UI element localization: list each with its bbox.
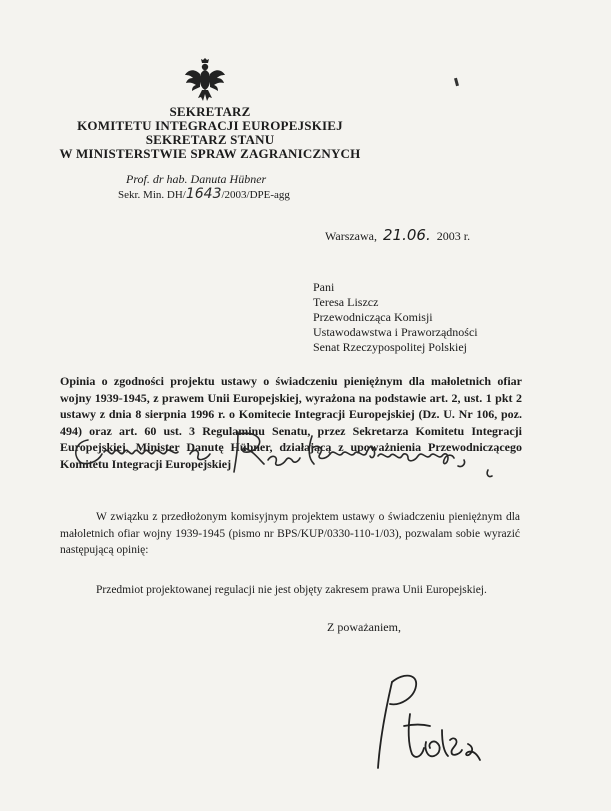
addressee-institution: Senat Rzeczypospolitej Polskiej <box>313 340 467 354</box>
body-paragraph-1: W związku z przedłożonym komisyjnym projektem ustawy o świadczeniu pieniężnym dla małoletnich ofiar wojny 1939-1945 (pismo nr BPS/KUP/0330-110-1/03), pozwalam sobie wyrazić następującą opinię: <box>60 511 520 556</box>
header-rank: SEKRETARZ STANU <box>145 132 275 147</box>
reference-suffix: /2003/DPE-agg <box>221 189 290 201</box>
addressee-title: Przewodnicząca Komisji <box>313 310 433 324</box>
scan-mark <box>454 78 459 87</box>
header-ministry: W MINISTERSTWIE SPRAW ZAGRANICZNYCH <box>59 146 361 161</box>
reference-prefix: Sekr. Min. DH/ <box>118 189 186 201</box>
addressee-salutation: Pani <box>313 280 335 294</box>
polish-eagle-emblem-icon <box>184 58 226 102</box>
letter-subject: Opinia o zgodności projektu ustawy o świadczeniu pieniężnym dla małoletnich ofiar wojny 1939-1945, z prawem Unii Europejskiej, wyrażona na podstawie art. 2, ust. 1 pkt 2 ustawy z dnia 8 sierpnia 1996 r. o Komitecie Integracji Europejskiej (Dz. U. Nr 106, poz. 494) oraz art. 60 ust. 3 Regulaminu Senatu, przez Sekretarza Komitetu Integracji Europejskiej, Minister Danutę Hübner, działającą z upoważnienia Przewodniczącego Komitetu Integracji Europejskiej <box>60 374 522 471</box>
date-year: 2003 r. <box>436 229 471 243</box>
header-title: SEKRETARZ <box>169 104 251 119</box>
reference-handwritten-number: 1643 <box>185 186 222 202</box>
addressee-committee: Ustawodawstwa i Praworządności <box>313 325 478 339</box>
reference-number <box>118 186 290 202</box>
closing-phrase: Z poważaniem, <box>327 620 401 634</box>
handwritten-signature-icon <box>370 668 500 772</box>
addressee-name: Teresa Liszcz <box>313 295 379 309</box>
date-place: Warszawa, <box>325 229 378 243</box>
header-committee: KOMITETU INTEGRACJI EUROPEJSKIEJ <box>77 118 343 133</box>
date-handwritten: 21.06. <box>383 226 431 244</box>
handwritten-annotation-icon <box>68 424 508 490</box>
author-name: Prof. dr hab. Danuta Hübner <box>126 172 267 186</box>
body-paragraph-2: Przedmiot projektowanej regulacji nie jest objęty zakresem prawa Unii Europejskiej. <box>96 584 487 596</box>
date-line <box>325 226 470 244</box>
